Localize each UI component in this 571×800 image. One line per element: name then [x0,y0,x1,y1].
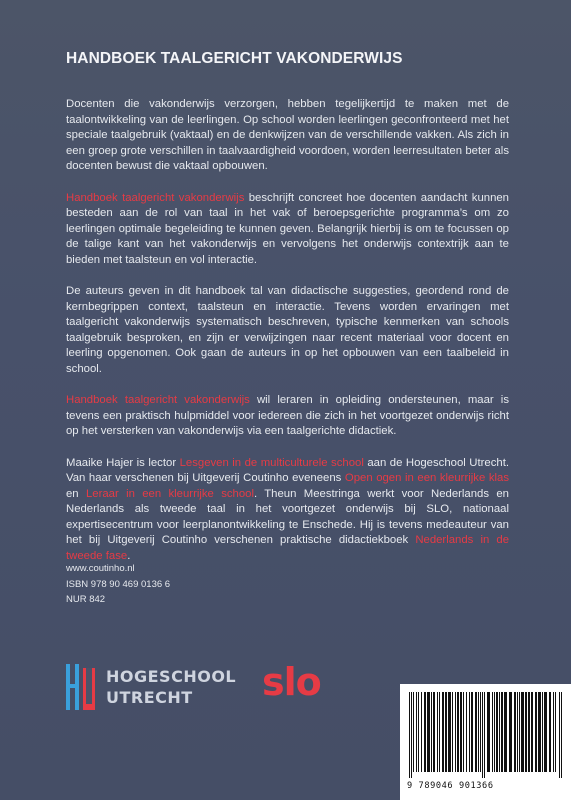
highlighted-title: Handboek taalgericht vakonderwijs [66,191,245,204]
paragraph-text: Maaike Hajer is lector [66,456,180,469]
slo-logo: slo [262,660,321,704]
paragraph-text: . [127,549,131,562]
hogeschool-utrecht-logo [106,666,236,708]
highlighted-title: Handboek taalgericht vakonderwijs [66,394,250,406]
publication-info [66,561,170,608]
isbn: ISBN 978 90 469 0136 6 [66,578,171,590]
publisher-website: www.coutinho.nl [66,563,135,574]
paragraph-text: beschrijft concreet hoe docenten aandacht kunnen besteden aan de rol van taal in het vak of beroepsgerichte programma’s om zo leerlingen optimale begeleiding te kunnen geven. Belangrijk hierbij is om te focussen op de talige kant van het vakonderwijs en vervolgens het onderwijs contextrijk aan te bieden met taalsteun en vol interactie. [66,191,509,266]
highlighted-title: Leraar in een kleurrijke school [85,487,254,500]
barcode-number: 9 789046 901366 [407,781,494,791]
paragraph-text: . Theun Meestringa werkt voor Nederlands en Nederlands als tweede taal in het voortgezet onderwijs bij SLO, nationaal expertisecentrum voor leerplanontwikkeling te Enschede. Hij is tevens medeauteur van het bij Uitgeverij Coutinho verschenen praktische didactiekboek [66,487,509,546]
paragraph-text: Docenten die vakonderwijs verzorgen, hebben tegelijkertijd te maken met de taalontwikkeling van de leerlingen. Op school worden leerlingen geconfronteerd met het speciale taalgebruik (vaktaal) en de denkwijzen van de verschillende vakken. Als zich in een groep grote verschillen in taalvaardigheid voordoen, worden leerresultaten beter als docenten bewust die vaktaal opbouwen. [66,98,509,172]
hu-logo-line2: UTRECHT [106,688,193,707]
hu-logo-icon [66,664,96,710]
blurb-paragraph [66,393,509,440]
paragraph-text: en [66,487,86,500]
blurb-paragraph [66,97,509,175]
blurb-paragraph [66,191,509,269]
paragraph-text: De auteurs geven in dit handboek tal van didactische suggesties, geordend rond de kernbegrippen context, taalsteun en interactie. Tevens worden ervaringen met taalgericht vakonderwijs systematisch beschreven, typische kenmerken van schools taalgebruik besproken, en zijn er verwijzingen naar recent materiaal voor docent en leerling opgenomen. Ook gaan de auteurs in op het opbouwen van een taalbeleid in school. [66,285,509,375]
paragraph-text: aan de Hogeschool Utrecht. Van haar verschenen bij Uitgeverij Coutinho eveneens [66,456,509,484]
hu-logo-line1: HOGESCHOOL [106,667,237,686]
highlighted-title: Lesgeven in de multiculturele school [179,456,364,469]
book-title: HANDBOEK TAALGERICHT VAKONDERWIJS [66,50,403,67]
back-cover-blurb [66,97,509,580]
barcode [400,684,571,800]
barcode-bars [407,692,565,778]
paragraph-text: wil leraren in opleiding ondersteunen, maar is tevens een praktisch hulpmiddel voor iedereen die zich in het voortgezet onderwijs richt op het versterken van vakonderwijs via een taalgerichte didactiek. [66,394,509,437]
blurb-paragraph [66,456,509,565]
blurb-paragraph [66,284,509,377]
highlighted-title: Nederlands in de tweede fase [66,534,509,562]
highlighted-title: Open ogen in een kleurrijke klas [344,472,509,484]
nur-code: NUR 842 [66,594,106,605]
